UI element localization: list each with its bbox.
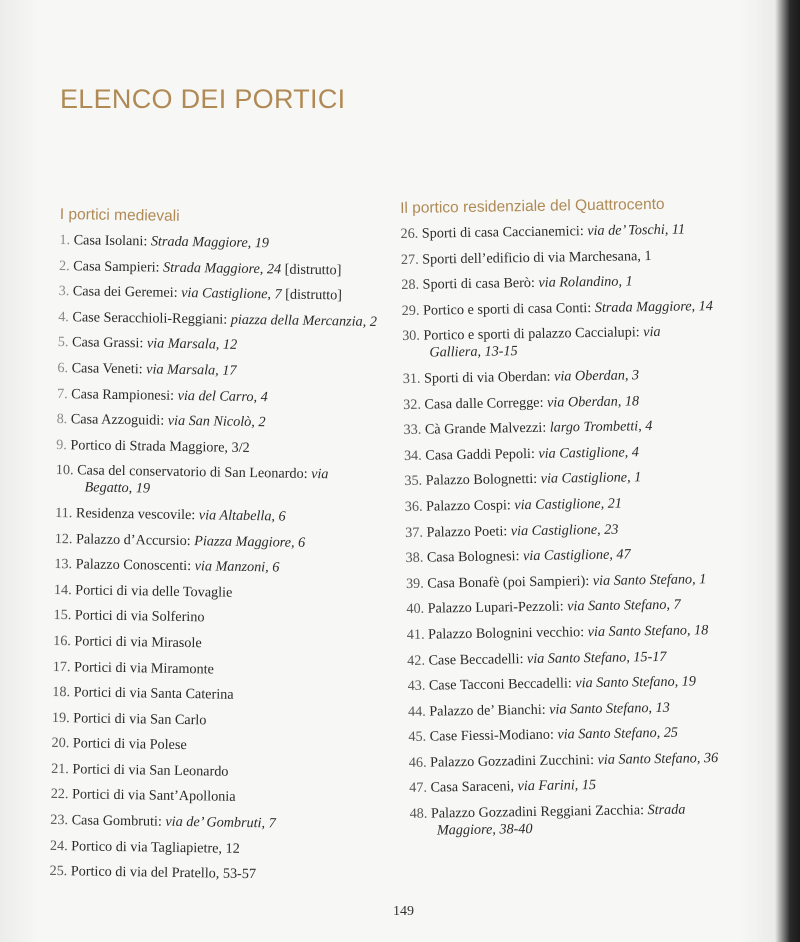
list-item xyxy=(407,647,752,669)
list-item xyxy=(410,801,755,840)
entry-number: 34. xyxy=(403,447,422,464)
list-item xyxy=(52,684,392,706)
entry-number: 44. xyxy=(407,703,426,720)
entry-number: 17. xyxy=(52,658,71,675)
entry-note: [distrutto] xyxy=(285,286,343,304)
entry-address: Strada Maggiore, 19 xyxy=(150,233,270,252)
list-item xyxy=(59,232,399,254)
entry-number: 7. xyxy=(56,385,68,402)
list-item xyxy=(54,582,394,604)
list-item xyxy=(50,812,390,834)
list-item xyxy=(58,334,398,356)
entry-address: via Santo Stefano, 7 xyxy=(567,596,681,615)
entry-number: 10. xyxy=(55,462,74,479)
list-item xyxy=(56,437,396,459)
entry-name: Residenza vescovile: xyxy=(75,505,196,524)
list-item xyxy=(405,545,750,567)
entry-number: 29. xyxy=(401,302,420,319)
entry-name: Palazzo Lupari-Pezzoli: xyxy=(427,598,564,617)
list-item xyxy=(408,673,753,695)
entry-address: via Castiglione, 23 xyxy=(510,521,619,539)
entry-number: 9. xyxy=(56,436,68,453)
entry-name: Casa Bolognesi: xyxy=(426,548,520,566)
entry-address: via Santo Stefano, 18 xyxy=(587,622,709,641)
left-column xyxy=(49,206,400,894)
entry-name: Casa Isolani: xyxy=(73,232,148,250)
list-item xyxy=(401,272,746,294)
entry-address: Strada Maggiore, 24 xyxy=(162,259,282,278)
entry-address: via Santo Stefano, 13 xyxy=(549,699,670,718)
entry-name: Casa Azzoguidi: xyxy=(70,411,165,429)
entry-name: Portici di via San Leonardo xyxy=(72,761,229,780)
entry-number: 6. xyxy=(57,359,69,377)
entry-address: via de’ Gombruti, 7 xyxy=(165,813,276,832)
list-item xyxy=(406,570,751,592)
entry-address: Strada Maggiore, 14 xyxy=(594,297,714,316)
list-item xyxy=(55,462,395,501)
entry-number: 15. xyxy=(53,607,72,624)
entry-name: Portici di via San Carlo xyxy=(73,709,207,729)
list-item xyxy=(57,386,397,408)
entry-number: 11. xyxy=(55,504,73,522)
entry-name: Portico di via del Pratello, 53-57 xyxy=(70,863,257,883)
list-item xyxy=(58,309,398,331)
list-item xyxy=(402,297,747,319)
entry-name: Casa Bonafè (poi Sampieri): xyxy=(427,572,590,592)
entry-number: 22. xyxy=(50,786,69,803)
entry-address: via Castiglione, 21 xyxy=(514,495,623,514)
entry-number: 14. xyxy=(53,581,72,598)
list-item xyxy=(53,658,393,680)
entry-number: 12. xyxy=(54,530,73,547)
entry-number: 36. xyxy=(404,498,423,515)
entry-address: via Oberdan, 18 xyxy=(546,392,640,411)
list-item xyxy=(405,493,750,515)
entry-address: via Santo Stefano, 15-17 xyxy=(526,648,667,667)
entry-name: Portici di via Mirasole xyxy=(74,633,202,652)
entry-name: Sporti di via Oberdan: xyxy=(423,368,551,387)
entry-name: Case Fiessi-Modiano: xyxy=(429,726,554,745)
list-item xyxy=(403,391,748,413)
entry-address-continuation: Galliera, 13-15 xyxy=(429,343,518,361)
entry-number: 16. xyxy=(53,632,72,650)
entry-number: 46. xyxy=(408,754,427,771)
list-item xyxy=(54,556,394,578)
page-number: 149 xyxy=(393,904,414,919)
list-item xyxy=(409,749,754,771)
entry-number: 1. xyxy=(59,231,71,249)
entry-number: 48. xyxy=(409,805,428,822)
entry-name: Case Tacconi Beccadelli: xyxy=(428,675,572,694)
entry-number: 45. xyxy=(408,728,427,746)
entry-number: 32. xyxy=(403,396,422,413)
entry-address: via Castiglione, 4 xyxy=(538,444,639,462)
entry-address: via Santo Stefano, 25 xyxy=(557,724,679,743)
list-item xyxy=(403,417,748,439)
entry-address: via xyxy=(311,466,329,483)
entry-name: Palazzo Cospi: xyxy=(425,497,511,515)
entry-name: Portici di via Miramonte xyxy=(73,658,215,677)
entry-address: via Castiglione, 47 xyxy=(522,546,631,565)
entry-number: 38. xyxy=(405,549,424,567)
entry-name: Portico e sporti di casa Conti: xyxy=(422,299,592,319)
entry-number: 21. xyxy=(51,760,70,778)
entry-number: 37. xyxy=(405,524,424,541)
list-item xyxy=(406,596,751,618)
entry-number: 2. xyxy=(58,257,70,274)
list-item xyxy=(401,246,746,268)
entry-name: Case Beccadelli: xyxy=(428,650,524,669)
entry-address: via Manzoni, 6 xyxy=(194,558,280,576)
entry-name: Casa Veneti: xyxy=(71,360,143,378)
list-item xyxy=(407,621,752,643)
entry-address: via de’ Toschi, 11 xyxy=(587,221,686,240)
entry-number: 30. xyxy=(402,328,420,345)
list-item xyxy=(53,607,393,629)
entry-number: 42. xyxy=(407,652,426,669)
entry-number: 47. xyxy=(409,780,428,797)
entry-number: 20. xyxy=(51,735,70,752)
entry-name: Casa dei Geremei: xyxy=(72,283,178,302)
list-item xyxy=(55,530,395,552)
entry-number: 5. xyxy=(57,334,69,351)
quattrocento-porticoes-list xyxy=(400,221,755,840)
entry-address: via Santo Stefano, 36 xyxy=(597,749,719,768)
list-item xyxy=(404,468,749,490)
entry-name: Casa Saraceni, xyxy=(430,778,515,797)
entry-address: piazza della Mercanzia, 2 xyxy=(230,311,378,330)
entry-name: Portici di via Polese xyxy=(72,735,187,754)
entry-name: Palazzo Poeti: xyxy=(426,522,508,541)
entry-name: Sporti di casa Berò: xyxy=(422,275,536,293)
section-heading-medieval: I portici medievali xyxy=(59,206,180,225)
entry-number: 8. xyxy=(56,411,68,428)
entry-name: Palazzo de’ Bianchi: xyxy=(429,701,546,720)
entry-name: Palazzo Gozzadini Reggiani Zacchia: xyxy=(430,802,645,822)
entry-address: via Altabella, 6 xyxy=(198,507,286,525)
entry-number: 33. xyxy=(403,421,422,439)
entry-address: via Santo Stefano, 1 xyxy=(592,570,707,589)
entry-number: 24. xyxy=(49,837,68,854)
section-heading-quattrocento: Il portico residenziale del Quattrocento xyxy=(400,195,665,217)
entry-address: via Rolandino, 1 xyxy=(538,273,633,292)
entry-note: [distrutto] xyxy=(284,261,342,279)
list-item xyxy=(50,838,390,860)
entry-address: via Santo Stefano, 19 xyxy=(575,673,697,692)
list-item xyxy=(400,221,745,243)
list-item xyxy=(49,863,389,885)
entry-number: 41. xyxy=(406,626,425,643)
list-item xyxy=(51,761,391,783)
entry-name: Sporti dell’edificio di via Marchesana, 1 xyxy=(422,247,652,268)
list-item xyxy=(408,724,753,746)
entry-address: via Castiglione, 7 xyxy=(181,285,282,303)
list-item xyxy=(404,442,749,464)
entry-name: Palazzo Bolognetti: xyxy=(425,471,538,489)
list-item xyxy=(408,698,753,720)
list-item xyxy=(52,710,392,732)
medieval-porticoes-list xyxy=(49,232,399,886)
entry-name: Casa Gaddi Pepoli: xyxy=(425,445,535,464)
entry-number: 4. xyxy=(58,308,70,325)
entry-number: 18. xyxy=(52,684,71,701)
entry-name: Portici di via Santa Caterina xyxy=(73,684,234,703)
entry-name: Casa Grassi: xyxy=(71,334,144,352)
entry-address: Piazza Maggiore, 6 xyxy=(194,532,306,551)
page-title: ELENCO DEI PORTICI xyxy=(60,84,346,115)
entry-name: Case Seracchioli-Reggiani: xyxy=(72,308,228,328)
entry-name: Palazzo Gozzadini Zucchini: xyxy=(429,751,595,771)
list-item xyxy=(59,258,399,280)
entry-number: 25. xyxy=(49,863,68,880)
entry-number: 13. xyxy=(54,556,73,573)
list-item xyxy=(55,505,395,527)
entry-address: Strada xyxy=(647,801,686,819)
entry-address: via Farini, 15 xyxy=(517,777,597,795)
entry-name: Casa del conservatorio di San Leonardo: xyxy=(77,462,308,483)
entry-address: largo Trombetti, 4 xyxy=(549,418,653,436)
entry-address: via Castiglione, 1 xyxy=(540,469,642,488)
entry-number: 23. xyxy=(50,811,69,829)
entry-name: Palazzo Conoscenti: xyxy=(75,556,192,575)
list-item xyxy=(402,323,747,362)
entry-name: Sporti di casa Caccianemici: xyxy=(421,223,584,242)
entry-name: Cà Grande Malvezzi: xyxy=(424,419,547,438)
entry-number: 43. xyxy=(407,677,426,695)
entry-name: Casa Rampionesi: xyxy=(71,385,175,404)
entry-number: 3. xyxy=(58,283,70,300)
list-item xyxy=(51,735,391,757)
entry-address: via Marsala, 12 xyxy=(146,335,238,354)
list-item xyxy=(409,775,754,797)
entry-name: Palazzo d’Accursio: xyxy=(75,530,191,549)
entry-address: via xyxy=(643,324,661,341)
entry-name: Casa Gombruti: xyxy=(71,812,162,830)
entry-name: Portici di via Solferino xyxy=(74,607,205,626)
entry-number: 19. xyxy=(51,709,70,726)
entry-number: 31. xyxy=(402,370,421,387)
entry-number: 35. xyxy=(404,473,423,490)
entry-name: Portici di via delle Tovaglie xyxy=(75,582,233,601)
entry-name: Portico di via Tagliapietre, 12 xyxy=(71,837,240,857)
entry-number: 39. xyxy=(405,575,424,592)
entry-number: 28. xyxy=(401,276,420,294)
entry-address-continuation: Maggiore, 38-40 xyxy=(436,821,533,839)
entry-number: 27. xyxy=(400,251,419,268)
entry-address: via Oberdan, 3 xyxy=(553,367,640,385)
entry-address: via del Carro, 4 xyxy=(177,387,268,405)
entry-address: via Marsala, 17 xyxy=(146,361,237,379)
entry-name: Casa Sampieri: xyxy=(73,257,160,276)
list-item xyxy=(57,411,397,433)
right-column xyxy=(400,195,755,849)
entry-name: Portico di Strada Maggiore, 3/2 xyxy=(70,436,250,456)
list-item xyxy=(51,786,391,808)
entry-number: 40. xyxy=(406,600,425,618)
entry-number: 26. xyxy=(400,225,419,242)
entry-address: via San Nicolò, 2 xyxy=(167,412,266,431)
list-item xyxy=(405,519,750,541)
list-item xyxy=(403,366,748,388)
list-item xyxy=(57,360,397,382)
list-item xyxy=(59,283,399,305)
list-item xyxy=(53,633,393,655)
entry-name: Palazzo Bolognini vecchio: xyxy=(427,624,585,643)
entry-address-continuation: Begatto, 19 xyxy=(84,479,151,497)
entry-name: Casa dalle Corregge: xyxy=(424,394,544,413)
entry-name: Portico e sporti di palazzo Caccialupi: xyxy=(423,324,640,345)
entry-name: Portici di via Sant’Apollonia xyxy=(71,786,236,806)
